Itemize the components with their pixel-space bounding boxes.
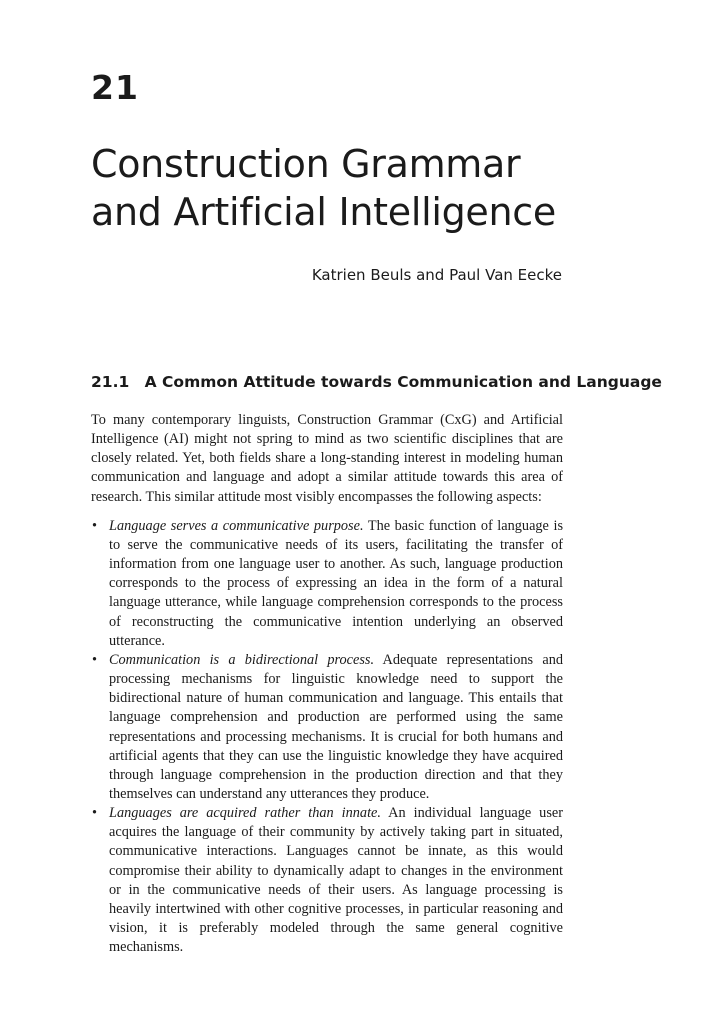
chapter-number: 21 bbox=[91, 68, 139, 107]
section-number: 21.1 bbox=[91, 373, 130, 391]
chapter-title bbox=[91, 140, 651, 236]
section-title: A Common Attitude towards Communication and Language bbox=[144, 373, 662, 391]
list-item bbox=[91, 517, 563, 651]
bullet-marker: • bbox=[92, 805, 98, 822]
section-heading bbox=[91, 371, 662, 393]
bullet-marker: • bbox=[92, 651, 98, 668]
body-text bbox=[91, 411, 563, 957]
list-item bbox=[91, 651, 563, 804]
list-item-lead: Language serves a communicative purpose. bbox=[109, 517, 364, 534]
list-item-text: An individual language user acquires the language of their community by actively taking part in situated, communicative interactions. Languages cannot be innate, as this would compromise their ability to dynamically adapt to changes in the environment or in the communicative needs of their users. As language processing is heavily intertwined with other cognitive processes, in particular reasoning and vision, it is preferably modeled through the same general cognitive mechanisms. bbox=[109, 805, 563, 956]
list-item-lead: Communication is a bidirectional process. bbox=[109, 651, 375, 668]
intro-paragraph: To many contemporary linguists, Construction Grammar (CxG) and Artificial Intelligence (AI) might not spring to mind as two scientific disciplines that are closely related. Yet, both fields share a long-standing interest in modeling human communication and language and adopt a similar attitude towards this area of research. This similar attitude most visibly encompasses the following aspects: bbox=[91, 412, 563, 505]
chapter-authors: Katrien Beuls and Paul Van Eecke bbox=[311, 266, 562, 284]
list-item-text: The basic function of language is to serve the communicative needs of its users, facilitating the transfer of information from one language user to another. As such, language production corresponds to the process of expressing an idea in the form of a natural language utterance, while language comprehension corresponds to the process of reconstructing the communicative intention underlying an observed utterance. bbox=[109, 517, 564, 649]
aspect-list bbox=[91, 517, 563, 958]
list-item-text: Adequate representations and processing mechanisms for linguistic knowledge need to support the bidirectional nature of human communication and language. This entails that language comprehension and production are performed using the same representations and processing mechanisms. It is crucial for both humans and artificial agents that they can use the linguistic knowledge they have acquired through language comprehension in the production direction and that they themselves can understand any utterances they produce. bbox=[109, 651, 563, 802]
list-item-lead: Languages are acquired rather than innate. bbox=[109, 805, 381, 822]
list-item bbox=[91, 804, 563, 957]
chapter-title-line-1: Construction Grammar bbox=[91, 142, 521, 186]
chapter-title-line-2: and Artificial Intelligence bbox=[91, 190, 556, 234]
bullet-marker: • bbox=[92, 517, 98, 534]
